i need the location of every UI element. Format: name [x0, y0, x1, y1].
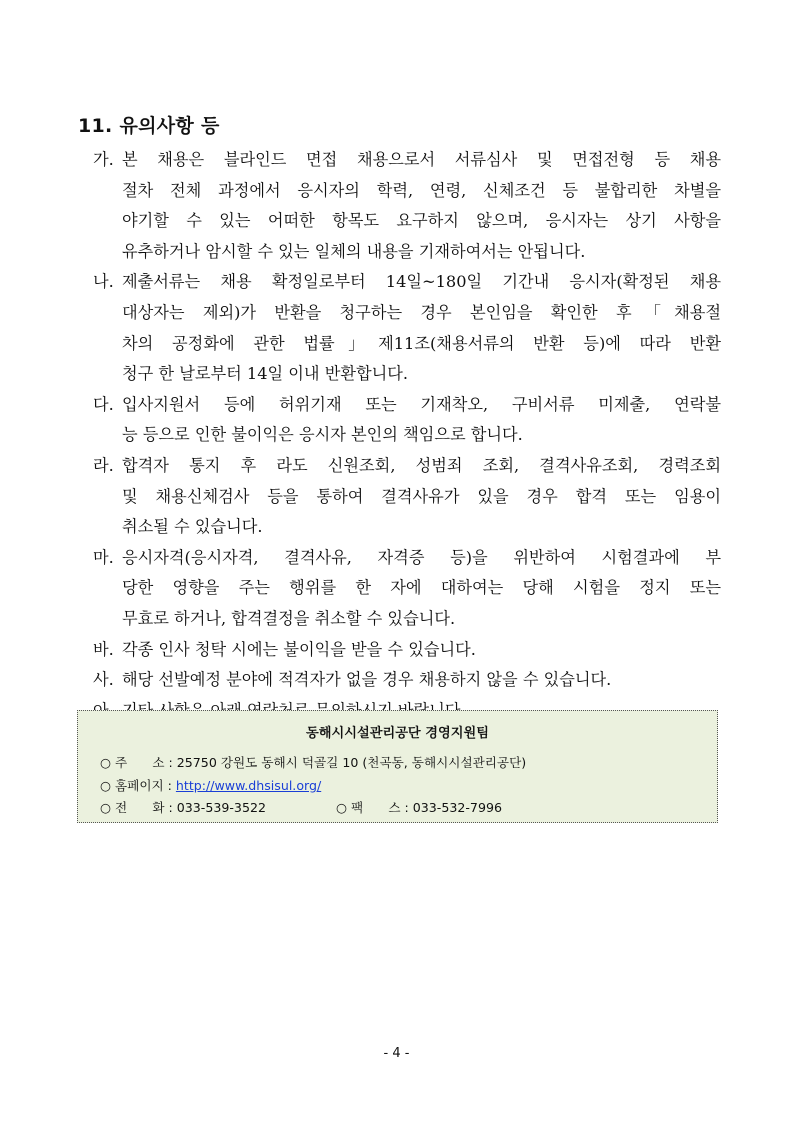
list-item-line: 응시자격(응시자격, 결격사유, 자격증 등)을 위반하여 시험결과에 부: [122, 547, 721, 567]
list-item-marker: 마.: [93, 547, 114, 567]
contact-address-row: [100, 752, 526, 771]
list-item-line: 제출서류는 채용 확정일로부터 14일~180일 기간내 응시자(확정된 채용: [122, 272, 721, 292]
list-item-text: [122, 451, 721, 543]
list-item-text: [122, 267, 721, 389]
phone-label: ○ 전 화 :: [100, 800, 177, 815]
list-item-marker: 라.: [93, 455, 114, 475]
list-item-line: 본 채용은 블라인드 면접 채용으로서 서류심사 및 면접전형 등 채용: [122, 150, 721, 169]
list-item-marker: 사.: [93, 670, 114, 690]
list-item-marker: 가.: [93, 150, 114, 169]
list-item-line: 절차 전체 과정에서 응시자의 학력, 연령, 신체조건 등 불합리한 차별을: [122, 180, 721, 200]
list-item-line: 각종 인사 청탁 시에는 불이익을 받을 수 있습니다.: [122, 639, 476, 659]
list-item-line: 취소될 수 있습니다.: [122, 517, 263, 537]
list-item: [93, 390, 721, 451]
list-item-text: [122, 543, 721, 635]
list-item-line: 및 채용신체검사 등을 통하여 결격사유가 있을 경우 합격 또는 임용이: [122, 486, 721, 506]
list-item-line: 청구 한 날로부터 14일 이내 반환합니다.: [122, 364, 409, 384]
page-number: - 4 -: [383, 1046, 410, 1061]
list-item-line: 무효로 하거나, 합격결정을 취소할 수 있습니다.: [122, 608, 456, 628]
list-item-line: 능 등으로 인한 불이익은 응시자 본인의 책임으로 합니다.: [122, 425, 523, 445]
list-item: [93, 145, 721, 267]
list-item-marker: 나.: [93, 272, 114, 292]
fax-value: 033-532-7996: [412, 800, 502, 815]
homepage-link[interactable]: http://www.dhsisul.org/: [175, 778, 322, 793]
list-item-line: 야기할 수 있는 어떠한 항목도 요구하지 않으며, 응시자는 상기 사항을: [122, 211, 721, 231]
list-item: [93, 543, 721, 635]
contact-title: 동해시시설관리공단 경영지원팀: [306, 726, 489, 741]
contact-phone-row: [100, 797, 502, 816]
notice-list: [93, 145, 721, 726]
homepage-label: ○ 홈페이지 :: [100, 778, 176, 793]
contact-homepage-row: [100, 775, 321, 794]
list-item-text: [122, 145, 721, 267]
list-item-line: 차의 공정화에 관한 법률」제11조(채용서류의 반환 등)에 따라 반환: [122, 333, 721, 353]
list-item: [93, 267, 721, 389]
list-item: [93, 635, 721, 666]
list-item-text: [122, 665, 721, 696]
address-label: ○ 주 소 :: [100, 755, 177, 770]
list-item-line: 합격자 통지 후 라도 신원조회, 성범죄 조회, 결격사유조회, 경력조회: [122, 455, 721, 475]
section-heading: 11. 유의사항 등: [78, 115, 220, 137]
fax-label: ○ 팩 스 :: [336, 800, 413, 815]
contact-box: [77, 710, 718, 823]
list-item-line: 당한 영향을 주는 행위를 한 자에 대하여는 당해 시험을 정지 또는: [122, 578, 721, 598]
list-item-line: 해당 선발예정 분야에 적격자가 없을 경우 채용하지 않을 수 있습니다.: [122, 670, 612, 690]
address-value: 25750 강원도 동해시 덕골길 10 (천곡동, 동해시시설관리공단): [176, 755, 527, 770]
list-item-line: 대상자는 제외)가 반환을 청구하는 경우 본인임을 확인한 후「채용절: [122, 302, 721, 322]
phone-value: 033-539-3522: [176, 800, 266, 815]
list-item-marker: 다.: [93, 394, 114, 414]
list-item: [93, 451, 721, 543]
contact-fax: [336, 797, 502, 816]
list-item: [93, 665, 721, 696]
list-item-text: [122, 635, 721, 666]
list-item-line: 입사지원서 등에 허위기재 또는 기재착오, 구비서류 미제출, 연락불: [122, 394, 721, 414]
list-item-text: [122, 390, 721, 451]
list-item-line: 유추하거나 암시할 수 있는 일체의 내용을 기재하여서는 안됩니다.: [122, 241, 586, 261]
list-item-marker: 바.: [93, 639, 114, 659]
